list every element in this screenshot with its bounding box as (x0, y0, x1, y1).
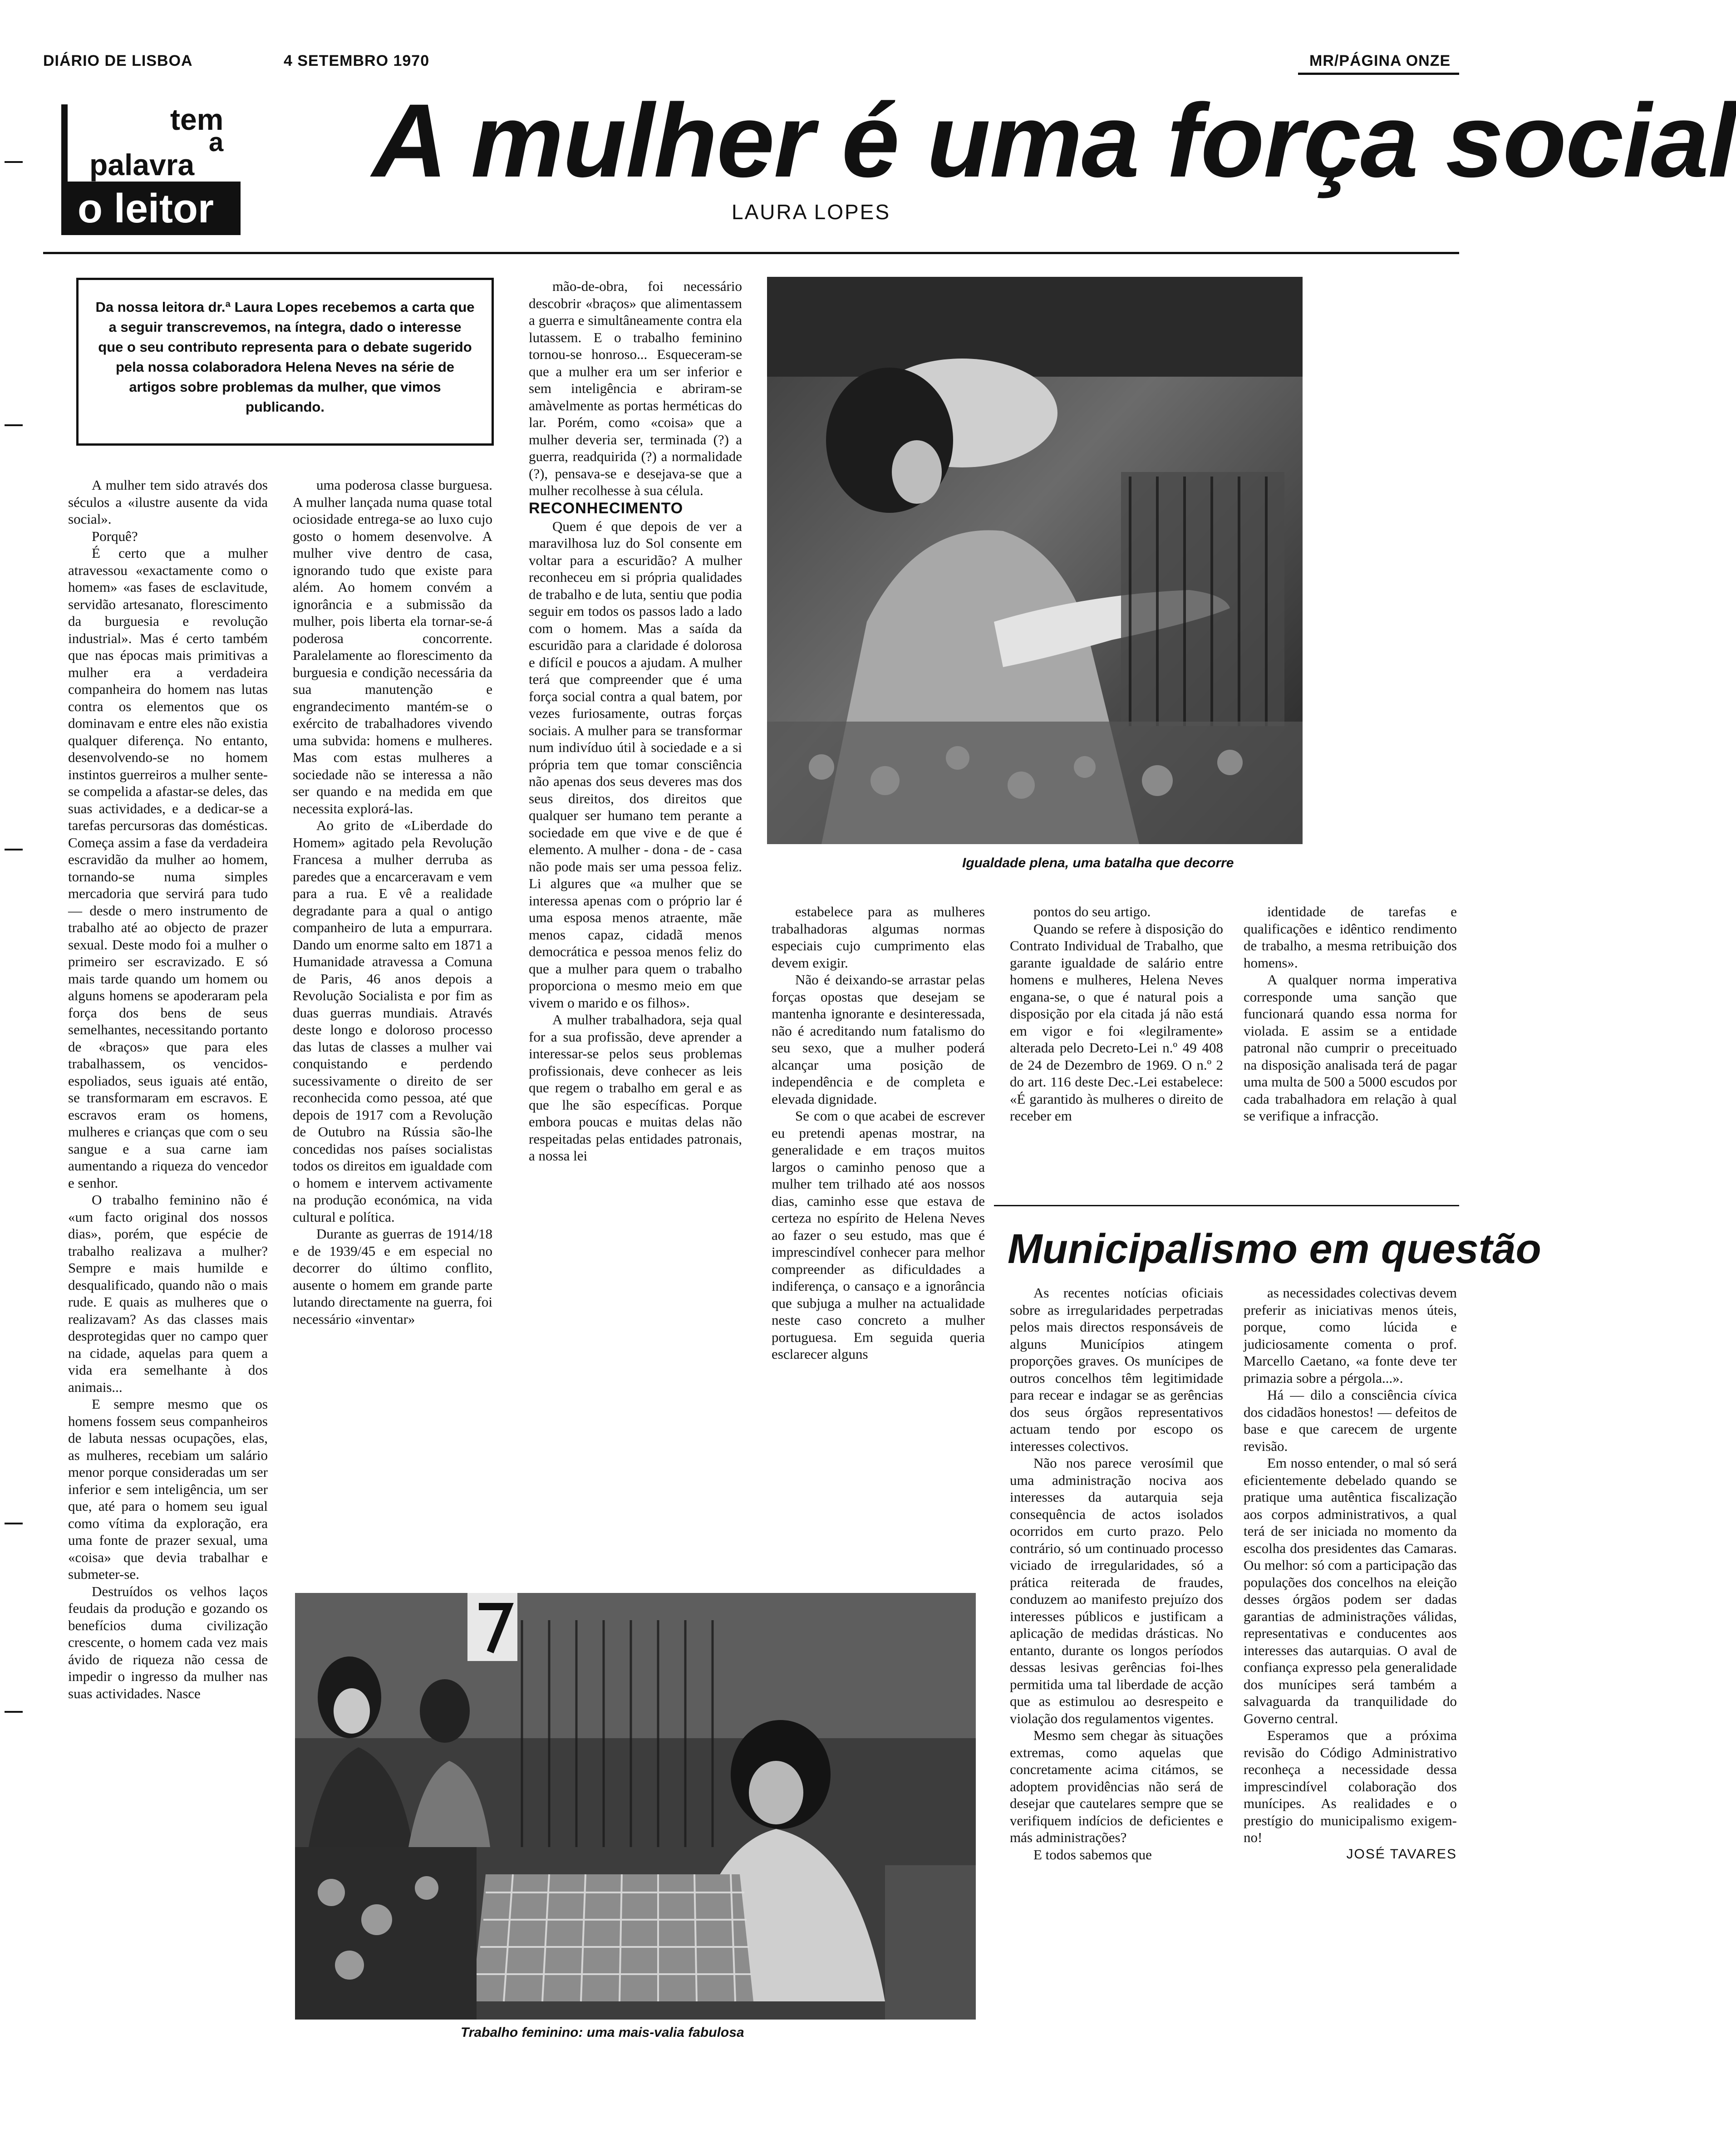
paragraph: E sempre mesmo que os homens fossem seus companheiros de labuta nessas ocupações, elas, as mulheres, recebiam um salário menor porque consideradas um ser inferior e sem inteligência, um ser que, até para o homem seu igual como vítima da exploração, era uma fonte de prazer sexual, uma «coisa» que devia trabalhar e submeter-se. (68, 1396, 268, 1582)
paragraph: Há — dilo a consciência cívica dos cidadãos honestos! — defeitos de base e que carecem de urgente revisão. (1244, 1387, 1457, 1454)
subheading-reconhecimento: RECONHECIMENTO (529, 499, 684, 517)
article-column-2 (293, 477, 492, 1579)
newspaper-name: DIÁRIO DE LISBOA (43, 52, 193, 69)
photo-1-caption: Igualdade plena, uma batalha que decorre (962, 855, 1234, 870)
paragraph: pontos do seu artigo. (1033, 904, 1151, 919)
photo-2-image (295, 1593, 976, 2020)
page-number: MR/PÁGINA ONZE (1309, 52, 1451, 69)
article-column-4 (772, 903, 985, 1584)
paragraph: mão-de-obra, foi necessário descobrir «braços» que alimentassem a guerra e simultâneamente contra ela lutassem. E o trabalho feminino tornou-se honroso... Esqueceram-se que a mulher era um ser inferior e sem inteligência e abriram-se amàvelmente as portas herméticas do lar. Porém, como «coisa» que a mulher deveria ser, terminada (?) a guerra, readquirida (?) a normalidade (?), pensava-se e desejava-se que a mulher recolhesse à sua célula. (529, 278, 742, 498)
article-column-6 (1244, 903, 1457, 1198)
paragraph: Em nosso entender, o mal só será eficientemente debelado quando se pratique uma autêntica fiscalização aos corpos administrativos, a qual terá de ser iniciada no momento da escolha dos presidentes das Camaras. Ou melhor: só com a participação das populações dos concelhos na eleição desses órgãos podem ser dadas garantias de administrações válidas, representativas e conducentes aos interesses das autarquias. O aval de confiança expresso pela generalidade dos munícipes será também a salvaguarda da tranquilidade do Governo central. (1244, 1455, 1457, 1726)
paragraph: As recentes notícias oficiais sobre as irregularidades perpetradas pelos mais directos responsáveis de alguns Municípios atingem proporções graves. Os munícipes de outros concelhos têm legitimidade para recear e indagar se as gerências dos seus órgãos representativos actuam tendo por escopo os interesses colectivos. (1010, 1285, 1223, 1454)
logo-word-a: a (209, 128, 224, 157)
article-column-3 (529, 278, 742, 1585)
article-byline: LAURA LOPES (732, 200, 891, 224)
paragraph: Quando se refere à disposição do Contrato Individual de Trabalho, que garante igualdade de salário entre homens e mulheres, Helena Neves engana-se, o que é natural pois a disposição por ela citada já não está em vigor e foi «legilramente» alterada pelo Decreto-Lei n.º 49 408 de 24 de Dezembro de 1969. O n.º 2 do art. 116 deste Dec.-Lei estabelece: «É garantido às mulheres o direito de receber em (1010, 920, 1223, 1124)
photo-1-image (767, 277, 1303, 844)
municipal-column-1 (1010, 1284, 1223, 2051)
paragraph: Quem é que depois de ver a maravilhosa luz do Sol consente em voltar para a escuridão? A mulher reconheceu em si própria qualidades de trabalho e de luta, sentiu que podia seguir em todos os passos lado a lado com o homem. Mas a saída da escuridão para a claridade é dolorosa e difícil e poucos a ajudam. A mulher terá que compreender que é uma força social contra a qual batem, por vezes furiosamente, outras forças sociais. A mulher para se transformar num indivíduo útil à sociedade e a si própria tem que tomar consciência não apenas dos seus deveres mas dos seus direitos, dos direitos que qualquer ser humano tem perante a sociedade em que vive e de que é elemento. A mulher - dona - de - casa não pode mais ser uma pessoa feliz. Li algures que «a mulher que se interessa apenas com o próprio lar é uma esposa menos atraente, mãe menos capaz, cidadã menos democrática e pessoa menos feliz do que a mulher para quem o trabalho proporciona o mesmo meio em que vivem o marido e os filhos». (529, 518, 743, 1011)
paragraph: Durante as guerras de 1914/18 e de 1939/45 e em especial no decorrer do último conflito, ausente o homem em grande parte lutando directamente na guerra, foi necessário «inventar» (293, 1226, 492, 1327)
margin-mark (5, 424, 23, 426)
article-headline: A mulher é uma força social (372, 82, 1736, 199)
paragraph: É certo que a mulher atravessou «exactamente como o homem» «as fases de esclavitude, servidão artesanato, florescimento da burguesia e revolução industrial». Mas é certo também que nas épocas mais primitivas a mulher era a verdadeira companheira do homem nas lutas contra os elementos que os dominavam e entre eles não existia qualquer diferença. No entanto, desenvolvendo-se no homem instintos guerreiros a mulher sente-se compelida a afastar-se deles, das suas actividades, e a dedicar-se a tarefas percursoras das domésticas. Começa assim a fase da verdadeira escravidão da mulher ao homem, tornando-se numa simples mercadoria que servirá para tudo — desde o mero instrumento de trabalho até ao objecto de prazer sexual. Deste modo foi a mulher o primeiro ser escravizado. E só mais tarde quando um homem ou alguns homens se apoderaram pela força dos bens de seus semelhantes, necessitando portanto de «braços» que para eles trabalhassem, os vencidos-espoliados, seus iguais até então, se transformaram em escravos. E escravos eram os homens, mulheres e crianças que com o seu sangue e a sua carne iam aumentando a riqueza do vencedor e senhor. (68, 545, 268, 1191)
article-column-5 (1010, 903, 1223, 1198)
article-column-1 (68, 477, 268, 2047)
municipal-top-rule (994, 1205, 1459, 1206)
photo-2-caption: Trabalho feminino: uma mais-valia fabulosa (461, 2025, 744, 2040)
photo-women-working (767, 277, 1303, 844)
logo-word-tem: tem (170, 103, 224, 136)
paragraph: as necessidades colectivas devem preferir as iniciativas menos úteis, porque, como lúcida e judiciosamente comenta o prof. Marcello Caetano, «a fonte deve ter primazia sobre a pérgola...». (1244, 1285, 1457, 1386)
municipal-column-2 (1244, 1284, 1457, 2051)
margin-mark (5, 161, 23, 163)
paragraph: estabelece para as mulheres trabalhadoras algumas normas especiais cujo cumprimento elas devem exigir. (772, 904, 985, 971)
masthead-page-rule (1298, 73, 1459, 75)
paragraph: identidade de tarefas e qualificações e idêntico rendimento de trabalho, a mesma retribuição dos homens». (1244, 904, 1457, 971)
paragraph: Porquê? (92, 528, 138, 544)
paragraph: Ao grito de «Liberdade do Homem» agitado pela Revolução Francesa a mulher derruba as paredes que a encarceravam e vem para a rua. E vê a realidade degradante para a qual o antigo companheiro de luta a empurrara. Dando um enorme salto em 1871 a Humanidade atravessa a Comuna de Paris, 46 anos depois a Revolução Socialista e por fim as duas guerras mundiais. Através deste longo e doloroso processo das lutas de classes a mulher vai conquistando e perdendo sucessivamente o direito de ser reconhecida como pessoa, até que depois de 1917 com a Revolução de Outubro na Rússia são-lhe concedidas nos países socialistas todos os direitos em igualdade com o homem e intervem activamente na produção económica, na vida cultural e política. (293, 817, 492, 1225)
photo-factory-women (295, 1593, 976, 2020)
paragraph: A mulher trabalhadora, seja qual for a sua profissão, deve aprender a interessar-se pelos seus problemas profissionais, deve conhecer as leis que regem o trabalho em geral e as que lhe são específicas. Porque embora poucas e muitas delas não respeitadas pelas entidades patronais, a nossa lei (529, 1012, 742, 1164)
issue-date: 4 SETEMBRO 1970 (284, 52, 430, 69)
paragraph: E todos sabemos que (1033, 1846, 1152, 1863)
logo-word-palavra: palavra (89, 148, 195, 182)
editor-intro-box (76, 278, 494, 446)
paragraph: A qualquer norma imperativa corresponde uma sanção que funcionará quando essa norma for violada. E assim se a entidade patronal não cumprir o preceituado na disposição analisada terá de pagar uma multa de 500 a 5000 escudos por cada trabalhadora em relação à qual se verifique a infracção. (1244, 972, 1457, 1124)
paragraph: O trabalho feminino não é «um facto original dos nossos dias», porém, que espécie de trabalho realizava a mulher? Sempre e mais humilde e desqualificado, quando não o mais rude. E quais as mulheres que o realizavam? As das classes mais desprotegidas quer no campo quer na cidade, aquelas para quem a vida era semelhante à dos animais... (68, 1192, 268, 1395)
municipal-author: JOSÉ TAVARES (1346, 1846, 1457, 1862)
paragraph: Mesmo sem chegar às situações extremas, como aquelas que concretamente acima citámos, se adoptem providências não será de desejar que cautelares sempre que se verifiquem indícios de deficientes e más administrações? (1010, 1727, 1223, 1845)
paragraph: A mulher tem sido através dos séculos a «ilustre ausente da vida social». (68, 477, 268, 527)
margin-mark (5, 849, 23, 850)
paragraph: Não nos parece verosímil que uma administração nociva aos interesses da autarquia seja consequência de actos isolados ocorridos em curto prazo. Pelo contrário, só um continuado processo viciado de irregularidades, só a prática reiterada de fraudes, conduzem ao manifesto prejuízo dos interesses públicos e justificam a aplicação de medidas drásticas. No entanto, durante os longos períodos dessas lesivas gerências foi-lhes permitida uma tal liberdade de acção que as estimulou ao desrespeito e violação dos regulamentos vigentes. (1010, 1455, 1223, 1726)
paragraph: Não é deixando-se arrastar pelas forças opostas que desejam se mantenha ignorante e desinteressada, não é acreditando num fatalismo do seu sexo, que a mulher poderá alcançar uma posição de independência e de completa e elevada dignidade. (772, 972, 985, 1107)
paragraph: Destruídos os velhos laços feudais da produção e gozando os benefícios duma civilização crescente, o homem cada vez mais ávido de riqueza não cessa de impedir o ingresso da mulher nas suas actividades. Nasce (68, 1583, 268, 1701)
paragraph: uma poderosa classe burguesa. A mulher lançada numa quase total ociosidade entrega-se ao luxo cujo gosto o homem desenvolve. A mulher vive dentro de casa, ignorando tudo que existe para além. Ao homem convém a ignorância e a submissão da mulher, pois liberta ela tornar-se-á poderosa concorrente. Paralelamente ao florescimento da burguesia e condição necessária da sua manutenção e engrandecimento mantém-se o exército de trabalhadores vivendo uma subvida: homens e mulheres. Mas com estas mulheres a sociedade não se interessa a não ser quando e na medida em que necessita explorá-las. (293, 477, 492, 816)
paragraph: Esperamos que a próxima revisão do Código Administrativo reconheça a necessidade dessa imprescindível colaboração dos munícipes. As realidades e o prestígio do municipalismo exigem-no! (1244, 1727, 1457, 1845)
municipal-headline: Municipalismo em questão (1008, 1226, 1541, 1272)
headline-rule (43, 252, 1459, 254)
paragraph: Se com o que acabei de escrever eu pretendi apenas mostrar, na generalidade e em traços muitos largos o caminho penoso que a mulher tem trilhado até aos nossos dias, caminho esse que estava de certeza no espírito de Helena Neves ao fazer o seu estudo, mas que é imprescindível conhecer para melhor compreender as dificuldades a indiferença, o cansaço e a ignorância que subjuga a mulher na actualidade neste caso concreto a mulher portuguesa. Em seguida queria esclarecer alguns (772, 1108, 985, 1362)
logo-word-o-leitor: o leitor (78, 186, 214, 231)
margin-mark (5, 1523, 23, 1524)
intro-text: Da nossa leitora dr.ª Laura Lopes recebemos a carta que a seguir transcrevemos, na íntegra, dado o interesse que o seu contributo representa para o debate sugerido pela nossa colaboradora Helena Neves na série de artigos sobre problemas da mulher, que vimos publicando. (95, 299, 475, 415)
reader-section-logo (61, 104, 241, 241)
margin-mark (5, 1711, 23, 1713)
